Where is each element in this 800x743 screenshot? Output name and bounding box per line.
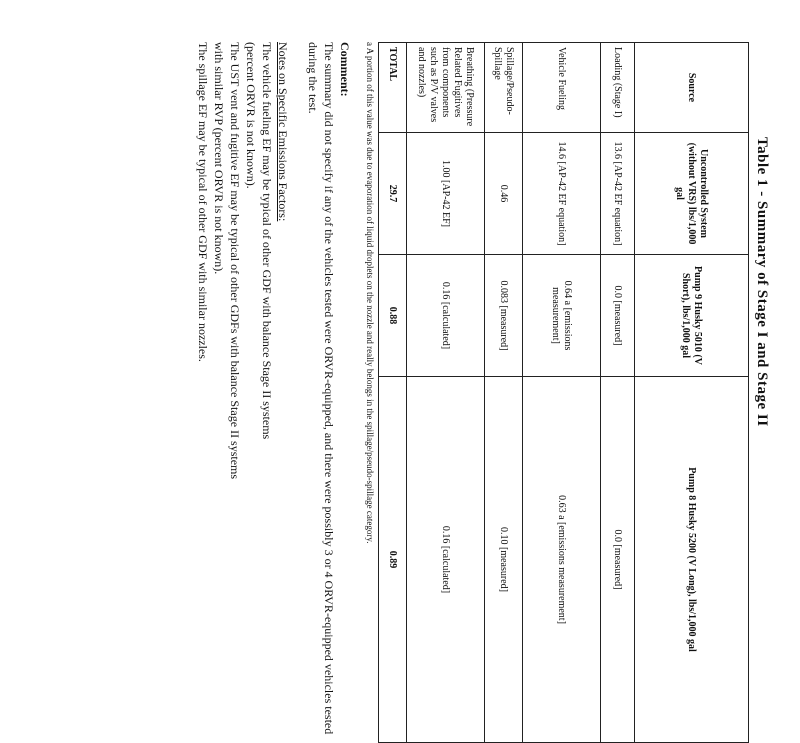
header-source: Source <box>635 43 749 133</box>
table-header-row <box>635 43 749 743</box>
header-uncontrolled: Uncontrolled System (without VRS) lbs/1,000 gal <box>635 133 749 255</box>
row-uncontrolled: 13.6 [AP-42 EF equation] <box>601 133 635 255</box>
notes-heading: Notes on Specific Emissions Factors: <box>276 42 290 222</box>
table-row <box>523 43 601 743</box>
table-title: Table 1 - Summary of Stage I and Stage II <box>754 137 770 427</box>
table-row <box>485 43 523 743</box>
comment-heading: Comment: <box>338 42 352 97</box>
row-pump-9: 0.16 [calculated] <box>407 255 485 377</box>
notes-line: The UST vent and fugitive EF may be typical of other GDFs with balance Stage II systems <box>228 42 242 480</box>
row-pump-9: 0.0 [measured] <box>601 255 635 377</box>
row-pump-8: 0.10 [measured] <box>485 377 523 743</box>
row-uncontrolled: 1.00 [AP-42 EF] <box>407 133 485 255</box>
notes-line: with similar RVP (percent ORVR is not known). <box>212 42 226 275</box>
row-pump-9: 0.88 <box>379 255 407 377</box>
row-source: Vehicle Fueling <box>523 43 601 133</box>
comment-text: The summary did not specify if any of the vehicles tested were ORVR-equipped, and there were possibly 3 or 4 ORVR-equipped vehicles tested during the test. <box>306 42 336 735</box>
page-content <box>195 42 770 742</box>
table-row <box>601 43 635 743</box>
row-uncontrolled: 29.7 <box>379 133 407 255</box>
header-pump-8: Pump 8 Husky 5200 (V Long), lbs/1,000 gal <box>635 377 749 743</box>
row-uncontrolled: 14.6 [AP-42 EF equation] <box>523 133 601 255</box>
notes-line: The vehicle fueling EF may be typical of other GDF with balance Stage II systems <box>260 42 274 440</box>
row-pump-8: 0.0 [measured] <box>601 377 635 743</box>
row-source: Loading (Stage I) <box>601 43 635 133</box>
table-total-row <box>379 43 407 743</box>
table-row <box>407 43 485 743</box>
row-pump-9: 0.083 [measured] <box>485 255 523 377</box>
row-pump-9: 0.64 a [emissions measurement] <box>523 255 601 377</box>
row-pump-8: 0.89 <box>379 377 407 743</box>
summary-table <box>378 42 749 743</box>
table-footnote: a A portion of this value was due to evaporation of liquid droplets on the nozzle and really belongs in the spillage/pseudo-spillage category. <box>365 42 375 544</box>
row-pump-8: 0.63 a [emissions measurement] <box>523 377 601 743</box>
row-uncontrolled: 0.46 <box>485 133 523 255</box>
row-source: Breathing (Pressure Related Fugitives from components such as P/V valves and nozzles) <box>407 43 485 133</box>
header-pump-9: Pump 9 Husky 5010 (V Short), lbs/1,000 gal <box>635 255 749 377</box>
notes-line: (percent ORVR is not known). <box>244 42 258 189</box>
notes-line: The spillage EF may be typical of other GDF with similar nozzles. <box>196 42 210 362</box>
row-pump-8: 0.16 [calculated] <box>407 377 485 743</box>
row-source: TOTAL <box>379 43 407 133</box>
row-source: Spillage/Pseudo-Spillage <box>485 43 523 133</box>
